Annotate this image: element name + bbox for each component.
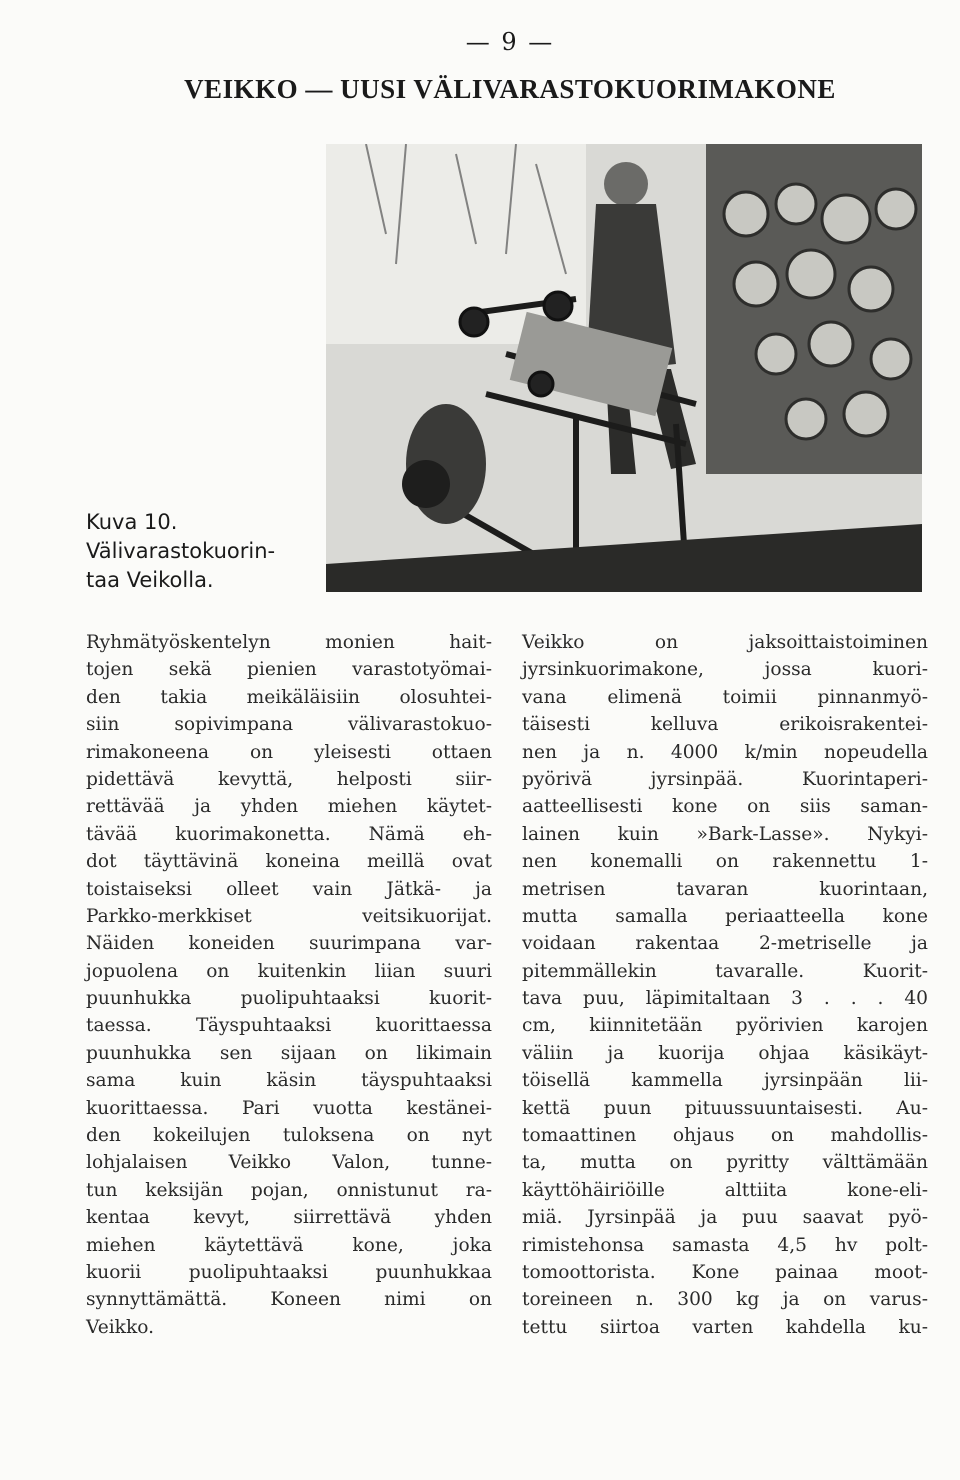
text-line: kuorittaessa. Pari vuotta kestänei- bbox=[86, 1097, 492, 1119]
caption-line: taa Veikolla. bbox=[86, 568, 214, 592]
text-line: puunhukka puolipuhtaaksi kuorit- bbox=[86, 988, 492, 1010]
text-line: ta, mutta on pyritty välttämään bbox=[522, 1152, 928, 1174]
photo-bark-peeling-machine bbox=[326, 144, 922, 592]
text-line: Veikko. bbox=[86, 1316, 154, 1338]
text-line: tun keksijän pojan, onnistunut ra- bbox=[86, 1179, 492, 1201]
text-line: pidettävä kevyttä, helposti siir- bbox=[86, 768, 492, 790]
text-line: toreineen n. 300 kg ja on varus- bbox=[522, 1289, 928, 1311]
right-text-column bbox=[522, 629, 928, 1341]
text-line: Ryhmätyöskentelyn monien hait- bbox=[86, 632, 492, 653]
text-line: väliin ja kuorija ohjaa käsikäyt- bbox=[522, 1042, 928, 1064]
text-line: den takia meikäläisiin olosuhtei- bbox=[86, 686, 492, 708]
text-line: nen ja n. 4000 k/min nopeudella bbox=[522, 741, 928, 763]
text-line: käyttöhäiriöille alttiita kone-eli- bbox=[522, 1179, 928, 1201]
text-line: aatteellisesti kone on siis saman- bbox=[522, 796, 928, 818]
text-line: lohjalaisen Veikko Valon, tunne- bbox=[86, 1152, 492, 1174]
text-line: vana elimenä toimii pinnanmyö- bbox=[522, 686, 928, 708]
text-line: tettu siirtoa varten kahdella ku- bbox=[522, 1316, 928, 1338]
text-line: Näiden koneiden suurimpana var- bbox=[86, 933, 492, 955]
text-line: metrisen tavaran kuorintaan, bbox=[522, 878, 928, 900]
photo-illustration bbox=[326, 144, 922, 592]
text-line: tojen sekä pienien varastotyömai- bbox=[86, 659, 492, 681]
text-line: Veikko on jaksoittaistoiminen bbox=[522, 632, 928, 653]
text-line: toistaiseksi olleet vain Jätkä- ja bbox=[86, 878, 492, 900]
text-line: voidaan rakentaa 2-metriselle ja bbox=[522, 933, 928, 955]
text-line: tomaattinen ohjaus on mahdollis- bbox=[522, 1125, 928, 1147]
caption-line: Kuva 10. bbox=[86, 510, 178, 534]
text-line: tävää kuorimakonetta. Nämä eh- bbox=[86, 823, 492, 845]
text-line: synnyttämättä. Koneen nimi on bbox=[86, 1289, 492, 1311]
text-line: rimistehonsa samasta 4,5 hv polt- bbox=[522, 1234, 928, 1256]
article-title: VEIKKO — UUSI VÄLIVARASTOKUORIMAKONE bbox=[184, 74, 836, 104]
text-line: tava puu, läpimitaltaan 3 . . . 40 bbox=[522, 988, 928, 1010]
text-line: dot täyttävinä koneina meillä ovat bbox=[86, 851, 492, 873]
text-line: taessa. Täyspuhtaaksi kuorittaessa bbox=[86, 1015, 492, 1037]
text-line: sama kuin käsin täyspuhtaaksi bbox=[86, 1070, 492, 1092]
text-line: tomoottorista. Kone painaa moot- bbox=[522, 1261, 928, 1283]
text-line: puunhukka sen sijaan on likimain bbox=[86, 1042, 492, 1064]
text-line: rimakoneena on yleisesti ottaen bbox=[86, 741, 492, 763]
text-line: nen konemalli on rakennettu 1- bbox=[522, 851, 928, 873]
text-line: siin sopivimpana välivarastokuo- bbox=[86, 714, 492, 736]
text-line: kuorii puolipuhtaaksi puunhukkaa bbox=[86, 1261, 492, 1283]
text-line: miä. Jyrsinpää ja puu saavat pyö- bbox=[522, 1207, 928, 1229]
text-line: kentaa kevyt, siirrettävä yhden bbox=[86, 1207, 492, 1229]
text-line: cm, kiinnitetään pyörivien karojen bbox=[522, 1015, 928, 1037]
text-line: pyörivä jyrsinpää. Kuorintaperi- bbox=[522, 768, 928, 790]
text-line: lainen kuin »Bark-Lasse». Nykyi- bbox=[522, 823, 928, 845]
caption-line: Välivarastokuorin- bbox=[86, 539, 276, 563]
figure-caption bbox=[86, 508, 316, 595]
left-text-column bbox=[86, 629, 492, 1341]
text-line: töisellä kammella jyrsinpään lii- bbox=[522, 1070, 928, 1092]
text-line: jyrsinkuorimakone, jossa kuori- bbox=[522, 659, 928, 681]
text-line: pitemmällekin tavaralle. Kuorit- bbox=[522, 960, 928, 982]
text-line: rettävää ja yhden miehen käytet- bbox=[86, 796, 492, 818]
text-line: jopuolena on kuitenkin liian suuri bbox=[86, 960, 492, 982]
text-line: kettä puun pituussuuntaisesti. Au- bbox=[522, 1097, 928, 1119]
page-number: — 9 — bbox=[465, 28, 555, 56]
text-line: den kokeilujen tuloksena on nyt bbox=[86, 1125, 492, 1147]
text-line: Parkko-merkkiset veitsikuorijat. bbox=[86, 905, 492, 927]
text-line: mutta samalla periaatteella kone bbox=[522, 905, 928, 927]
text-line: täisesti kelluva erikoisrakentei- bbox=[522, 714, 928, 736]
text-line: miehen käytettävä kone, joka bbox=[86, 1234, 492, 1256]
